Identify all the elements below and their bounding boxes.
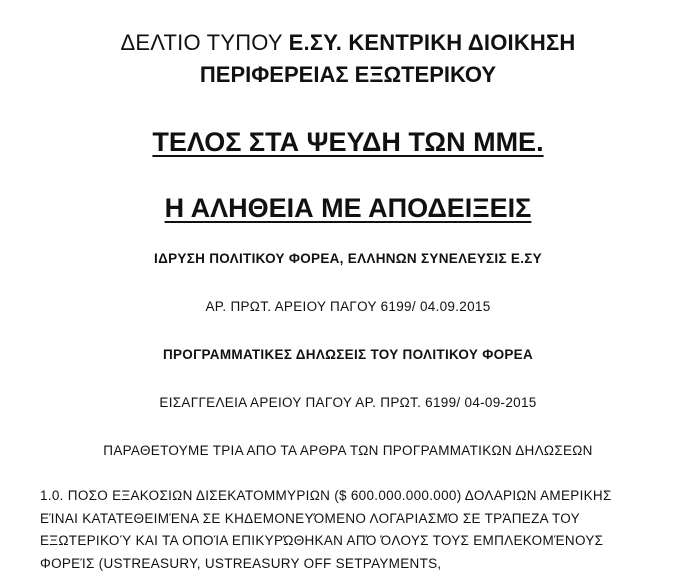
section-protocol: ΑΡ. ΠΡΩΤ. ΑΡΕΙΟΥ ΠΑΓΟΥ 6199/ 04.09.2015 xyxy=(205,299,491,314)
section-prosecutor: ΕΙΣΑΓΓΕΛΕΙΑ ΑΡΕΙΟΥ ΠΑΓΟΥ ΑΡ. ΠΡΩΤ. 6199/ 04-09-2015 xyxy=(159,395,537,410)
article-line: ΦΟΡΕΊΣ (USTREASURY, USTREASURY OFF SETPAYMENTS, xyxy=(40,555,442,571)
section-founding: ΙΔΡΥΣΗ ΠΟΛΙΤΙΚΟΥ ΦΟΡΕΑ, ΕΛΛΗΝΩΝ ΣΥΝΕΛΕΥΣΙΣ Ε.ΣΥ xyxy=(154,251,542,266)
header-line-1 xyxy=(0,30,696,56)
article-line: ΕΞΩΤΕΡΙΚΟΎ ΚΑΙ ΤΑ ΟΠΟΊΑ ΕΠΙΚΥΡΏΘΗΚΑΝ ΑΠΌ ΌΛΟΥΣ ΤΟΥΣ ΕΜΠΛΕΚΟΜΈΝΟΥΣ xyxy=(40,533,604,548)
headline-second: Η ΑΛΗΘΕΙΑ ΜΕ ΑΠΟΔΕΙΞΕΙΣ xyxy=(164,193,532,223)
article-line: ΕΊΝΑΙ ΚΑΤΑΤΕΘΕΙΜΈΝΑ ΣΕ ΚΗΔΕΜΟΝΕΥΌΜΕΝΟ ΛΟΓΑΡΙΑΣΜΌ ΣΕ ΤΡΆΠΕΖΑ ΤΟΥ xyxy=(40,510,580,526)
article-line: 1.0. ΠΟΣΟ ΕΞΑΚΟΣΙΩΝ ΔΙΣΕΚΑΤΟΜΜΥΡΙΩΝ ($ 600.000.000.000) ΔΟΛΑΡΙΩΝ ΑΜΕΡΙΚΗΣ xyxy=(40,488,612,503)
article-paragraph xyxy=(40,485,680,575)
header-organization: Ε.ΣΥ. ΚΕΝΤΡΙΚΗ ΔΙΟΙΚΗΣΗ xyxy=(288,30,576,55)
header-line-2: ΠΕΡΙΦΕΡΕΙΑΣ ΕΞΩΤΕΡΙΚΟΥ xyxy=(199,62,497,87)
headline-first: ΤΕΛΟΣ ΣΤΑ ΨΕΥΔΗ ΤΩΝ ΜΜΕ. xyxy=(152,127,544,157)
section-intro: ΠΑΡΑΘΕΤΟΥΜΕ ΤΡΙΑ ΑΠΟ ΤΑ ΑΡΘΡΑ ΤΩΝ ΠΡΟΓΡΑΜΜΑΤΙΚΩΝ ΔΗΛΩΣΕΩΝ xyxy=(103,443,593,458)
section-declarations: ΠΡΟΓΡΑΜΜΑΤΙΚΕΣ ΔΗΛΩΣΕΙΣ ΤΟΥ ΠΟΛΙΤΙΚΟΥ ΦΟΡΕΑ xyxy=(162,347,534,362)
header-prefix: ΔΕΛΤΙΟ ΤΥΠΟΥ xyxy=(120,30,289,55)
